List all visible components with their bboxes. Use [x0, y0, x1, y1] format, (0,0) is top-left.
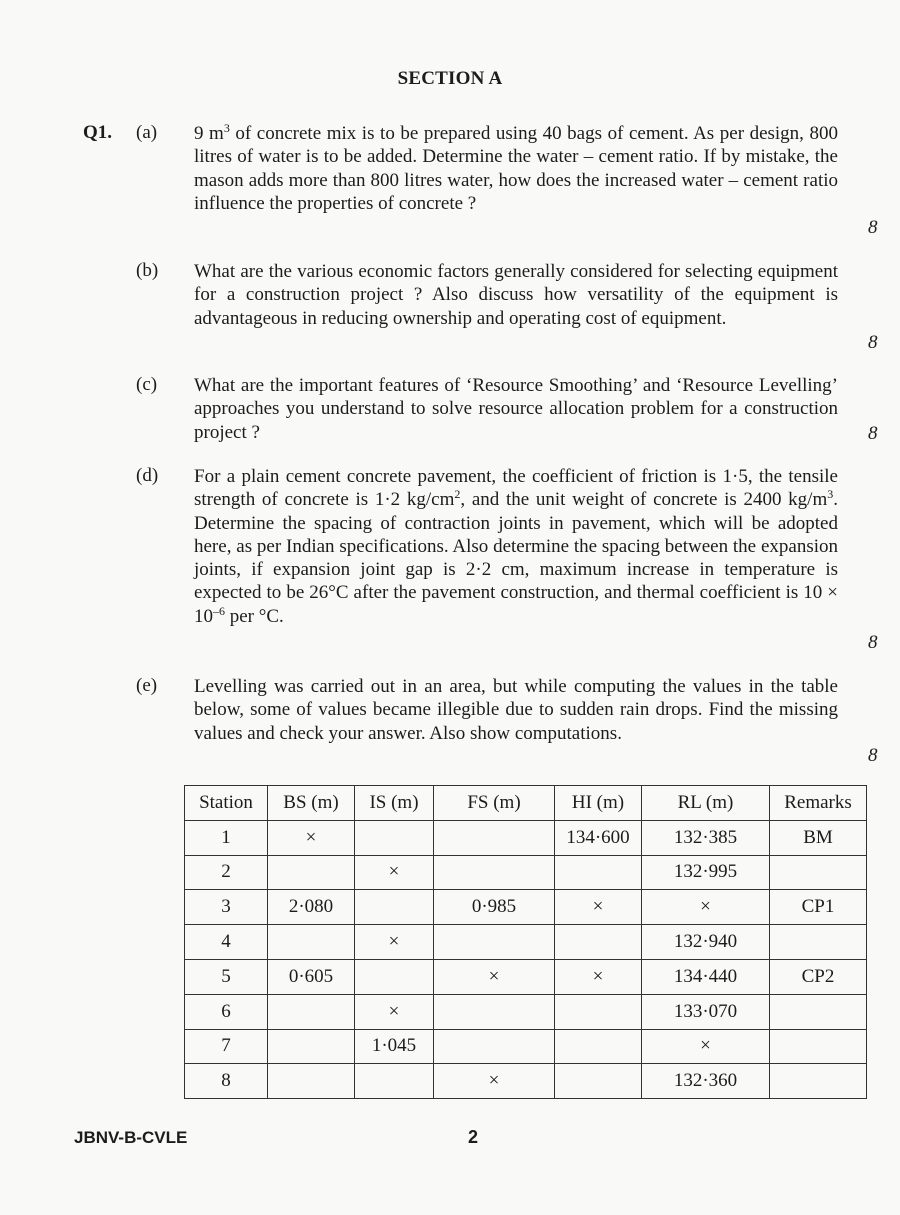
cell-fs [434, 855, 555, 890]
cell-remarks [770, 1064, 867, 1099]
header-remarks: Remarks [770, 786, 867, 821]
cell-bs [268, 994, 355, 1029]
part-e-text: Levelling was carried out in an area, but while computing the values in the table below, some of values became illegible due to sudden rain drops. Find the missing values and check your answer. Also show computations. [194, 676, 838, 744]
cell-rl: 132·940 [642, 925, 770, 960]
cell-hi [555, 925, 642, 960]
part-d-marks: 8 [868, 632, 878, 653]
section-title: SECTION A [397, 68, 503, 89]
cell-hi [555, 994, 642, 1029]
part-a-marks: 8 [868, 217, 878, 238]
table-row [185, 1029, 867, 1064]
cell-remarks: CP1 [770, 890, 867, 925]
part-d-label: (d) [136, 465, 159, 486]
table-row [185, 1064, 867, 1099]
header-is: IS (m) [355, 786, 434, 821]
header-bs: BS (m) [268, 786, 355, 821]
cell-remarks [770, 1029, 867, 1064]
cell-is [355, 820, 434, 855]
cell-station: 4 [185, 925, 268, 960]
part-c-text: What are the important features of ‘Resource Smoothing’ and ‘Resource Levelling’ approaches you understand to solve resource allocation problem for a construction project ? [194, 375, 838, 443]
header-hi: HI (m) [555, 786, 642, 821]
cell-hi: × [555, 890, 642, 925]
cell-bs [268, 855, 355, 890]
cell-remarks [770, 855, 867, 890]
table-row [185, 925, 867, 960]
cell-fs [434, 994, 555, 1029]
cell-bs [268, 1029, 355, 1064]
cell-station: 3 [185, 890, 268, 925]
table-row [185, 890, 867, 925]
cell-fs: × [434, 959, 555, 994]
table-row [185, 994, 867, 1029]
cell-is: × [355, 994, 434, 1029]
cell-station: 8 [185, 1064, 268, 1099]
page-number: 2 [468, 1127, 479, 1147]
cell-is [355, 1064, 434, 1099]
cell-station: 5 [185, 959, 268, 994]
cell-bs: 0·605 [268, 959, 355, 994]
part-e-label: (e) [136, 675, 158, 696]
cell-bs [268, 1064, 355, 1099]
header-fs: FS (m) [434, 786, 555, 821]
cell-is: × [355, 855, 434, 890]
cell-remarks [770, 925, 867, 960]
header-station: Station [185, 786, 268, 821]
header-rl: RL (m) [642, 786, 770, 821]
cell-rl: 132·360 [642, 1064, 770, 1099]
cell-fs: × [434, 1064, 555, 1099]
part-c-label: (c) [136, 374, 158, 395]
cell-remarks: BM [770, 820, 867, 855]
table-row [185, 959, 867, 994]
cell-remarks: CP2 [770, 959, 867, 994]
paper-code: JBNV-B-CVLE [74, 1128, 188, 1147]
part-b-label: (b) [136, 260, 159, 281]
table-header-row [185, 786, 867, 821]
cell-hi: 134·600 [555, 820, 642, 855]
cell-rl: 132·385 [642, 820, 770, 855]
table-body [185, 820, 867, 1098]
part-c-marks: 8 [868, 423, 878, 444]
cell-hi [555, 1029, 642, 1064]
part-b-text: What are the various economic factors generally considered for selecting equipment for a construction project ? Also discuss how versatility of the equipment is advantageous in reducing ownership and operating cost of equipment. [194, 261, 838, 329]
cell-fs [434, 820, 555, 855]
cell-rl: 132·995 [642, 855, 770, 890]
table-row [185, 820, 867, 855]
table-row [185, 855, 867, 890]
cell-rl: 133·070 [642, 994, 770, 1029]
cell-is [355, 890, 434, 925]
cell-is [355, 959, 434, 994]
cell-rl: × [642, 1029, 770, 1064]
part-a-label: (a) [136, 122, 158, 143]
cell-station: 7 [185, 1029, 268, 1064]
cell-station: 1 [185, 820, 268, 855]
cell-hi [555, 1064, 642, 1099]
part-e-marks: 8 [868, 745, 878, 766]
cell-station: 6 [185, 994, 268, 1029]
part-b-marks: 8 [868, 332, 878, 353]
cell-fs: 0·985 [434, 890, 555, 925]
cell-is: 1·045 [355, 1029, 434, 1064]
cell-hi: × [555, 959, 642, 994]
cell-remarks [770, 994, 867, 1029]
cell-fs [434, 1029, 555, 1064]
cell-station: 2 [185, 855, 268, 890]
cell-bs [268, 925, 355, 960]
cell-rl: × [642, 890, 770, 925]
levelling-table [184, 785, 867, 1099]
question-number: Q1. [83, 122, 113, 143]
cell-fs [434, 925, 555, 960]
part-d-text: For a plain cement concrete pavement, the coefficient of friction is 1·5, the tensile strength of concrete is 1·2 $kg/cm^2$, and the unit weight of concrete is 2400 $kg/m^3$. Determine the spacing of contraction joints in pavement, which will be adopted here, as per Indian specifications. Also determine the spacing between the expansion joints, if expansion joint gap is 2·2 cm, maximum increase in temperature is expected to be 26°C after the pavement construction, and thermal coefficient is $10 \times 10^{-6}$ per °C. [194, 466, 838, 627]
cell-is: × [355, 925, 434, 960]
cell-bs: × [268, 820, 355, 855]
cell-bs: 2·080 [268, 890, 355, 925]
cell-rl: 134·440 [642, 959, 770, 994]
part-a-text: 9 $m^3$ of concrete mix is to be prepared using 40 bags of cement. As per design, 800 litres of water is to be added. Determine the water – cement ratio. If by mistake, the mason adds more than 800 litres water, how does the increased water – cement ratio influence the properties of concrete ? [194, 121, 838, 214]
cell-hi [555, 855, 642, 890]
